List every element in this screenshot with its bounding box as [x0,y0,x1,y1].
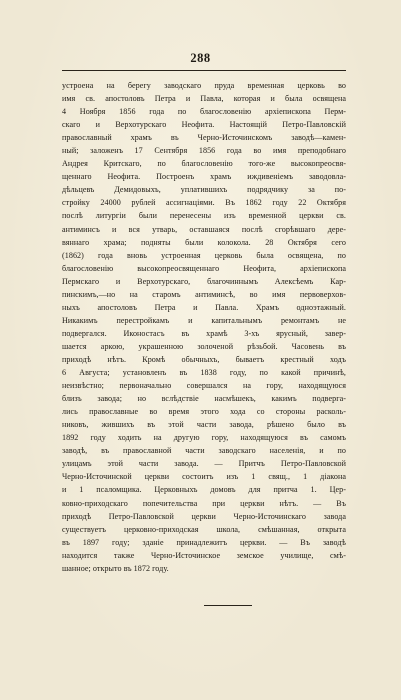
text-line: 4 Ноября 1856 года по благословенію архіепископа Перм- [62,107,346,117]
text-line: скаго и Верхотурскаго Неофита. Настоящій Петро-Павловскій [62,120,346,130]
text-line: шанное; открыто въ 1872 году. [62,563,169,573]
text-line: (1862) года вновь устроенная церковь была освящена, по [62,250,346,260]
text-line: близъ завода; но вслѣдствіе насмѣшекъ, какимъ подверга- [62,394,346,404]
text-line: лись православные во время этого хода со стороны расколь- [62,407,346,417]
text-line: ковно-приходскаго попечительства при церкви нѣтъ. — Въ [62,498,346,508]
text-line: находится также Черно-Источинское земское училище, смѣ- [62,550,346,560]
text-line: шается аркою, украшенною золоченой рѣзьбой. Часовень въ [62,341,346,351]
text-line: дѣльцевъ Демидовыхъ, уплатившихъ подрядчику за по- [62,185,346,195]
text-line: ный; заложенъ 17 Сентября 1856 года во имя преподобнаго [62,146,346,156]
text-line: улицамъ этой части завода. — Притчъ Петро-Павловской [62,459,346,469]
text-line: Пермскаго и Верхотурскаго, благочиннымъ Алексѣемъ Кар- [62,276,346,286]
text-line: приходѣ Петро-Павловской церкви Черно-Источинскаго завода [62,511,346,521]
text-line: пинскимъ,—но на старомъ антиминсѣ, во имя первоверхов- [62,289,346,299]
page-number: 288 [190,51,211,65]
text-line: послѣ литургіи были перенесены изъ временной церкви св. [62,211,346,221]
text-line: заводѣ, въ православной части заводскаго населенія, и по [62,446,346,456]
text-line: въ 1897 году; зданіе принадлежитъ церкви. — Въ заводѣ [62,537,346,547]
text-line: Черно-Источинской церкви состоитъ изъ 1 свящ., 1 діакона [62,472,346,482]
text-line: имя св. апостоловъ Петра и Павла, которая и была освящена [62,94,346,104]
text-line: существуетъ церковно-приходская школа, смѣшанная, открыта [62,524,346,534]
text-line: благословенію высокопреосвященнаго Неофита, архіепископа [62,263,346,273]
text-line: Андрея Критскаго, по благословенію того-же высокопреосвя- [62,159,346,169]
text-line: стройку 24000 рублей ассигнаціями. Въ 1862 году 22 Октября [62,198,346,208]
text-line: 6 Августа; установленъ въ 1838 году, по какой причинѣ, [62,368,346,378]
header-rule [62,70,346,71]
text-line: 1892 году ходить на другую гору, находящуюся въ самомъ [62,433,346,443]
end-of-section-rule [204,605,252,606]
text-line: подвергался. Иконостасъ въ храмѣ 3-хъ ярусный, завер- [62,328,346,338]
text-line: православный храмъ въ Черно-Источинскомъ заводѣ—камен- [62,133,346,143]
text-line: неизвѣстно; первоначально совершался на гору, находящуюся [62,381,346,391]
text-line: вяннаго храма; подняты были колокола. 28 Октября сего [62,237,346,247]
text-line: антиминсъ и вся утварь, оставшаяся послѣ сгорѣвшаго дере- [62,224,346,234]
text-line: ныхъ апостоловъ Петра и Павла. Храмъ одноэтажный. [62,302,346,312]
text-line: устроена на берегу заводскаго пруда временная церковь во [62,81,346,90]
text-line: Никакимъ перестройкамъ и капитальнымъ ремонтамъ не [62,315,346,325]
text-line: щеннаго Неофита. Построенъ храмъ иждивеніемъ заводовла- [62,172,346,182]
text-line: приходѣ нѣтъ. Кромѣ обычныхъ, бываетъ крестный ходъ [62,354,346,364]
text-line: никовъ, жившихъ въ этой части завода, рѣшено было въ [62,420,346,430]
body-text [62,79,346,575]
text-line: и 1 псаломщика. Церковныхъ домовъ для притча 1. Цер- [62,485,346,495]
